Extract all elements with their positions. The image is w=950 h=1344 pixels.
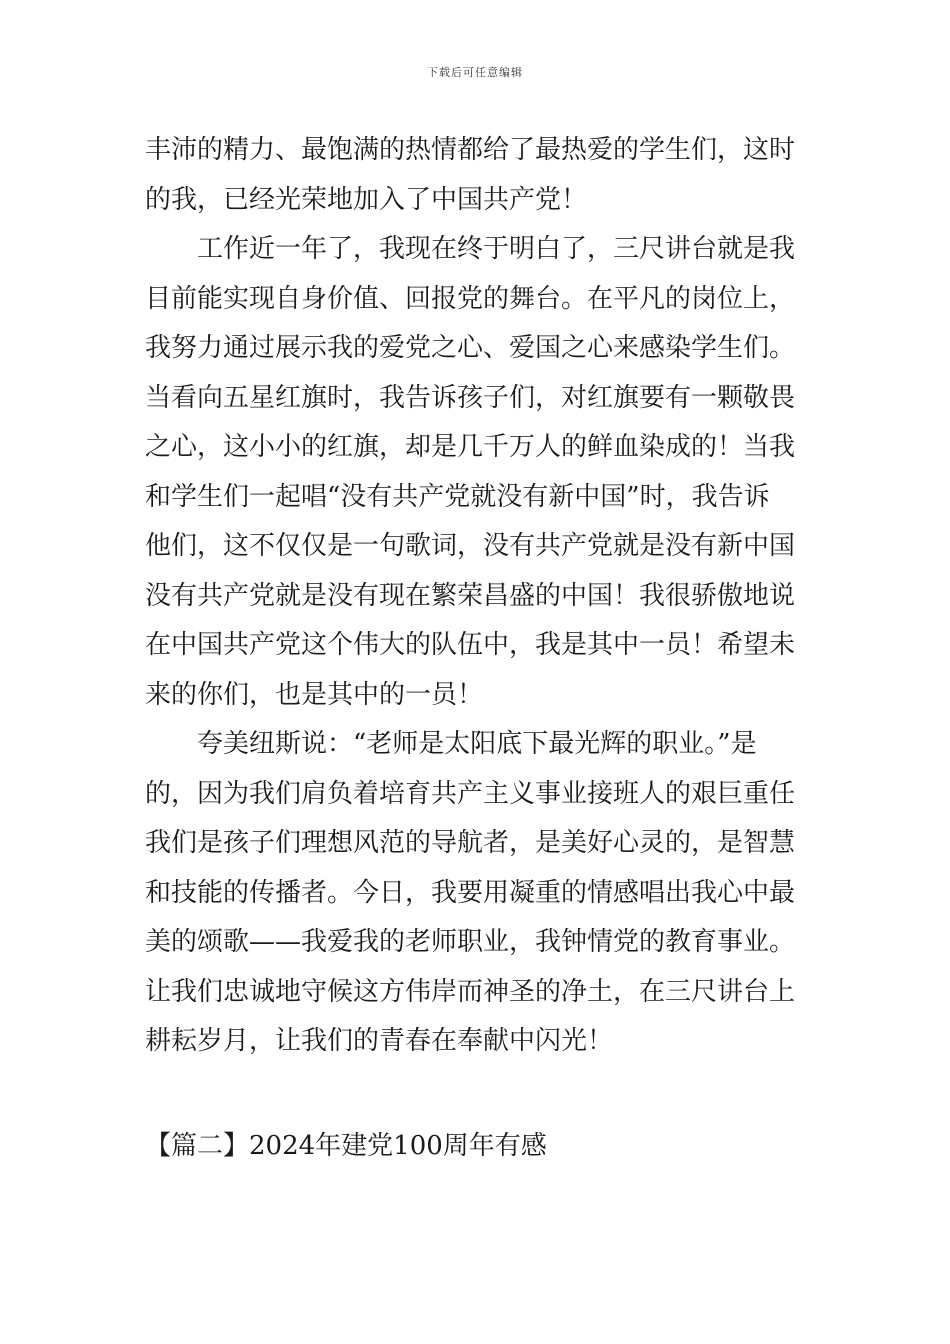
text-line: 在中国共产党这个伟大的队伍中，我是其中一员！希望未	[145, 630, 796, 660]
text-line: 的我，已经光荣地加入了中国共产党！	[145, 184, 588, 215]
text-line: 美的颂歌——我爱我的老师职业，我钟情党的教育事业。	[145, 927, 796, 957]
text-line: 之心，这小小的红旗，却是几千万人的鲜血染成的！当我	[145, 432, 796, 462]
text-line: 和学生们一起唱“没有共产党就没有新中国”时，我告诉	[145, 481, 770, 512]
text-line: 的，因为我们肩负着培育共产主义事业接班人的艰巨重任	[145, 778, 796, 809]
paragraph-3	[145, 720, 807, 1067]
text-line: 和技能的传播者。今日，我要用凝重的情感唱出我心中最	[145, 877, 796, 908]
paragraph-1	[145, 126, 807, 225]
text-line: 丰沛的精力、最饱满的热情都给了最热爱的学生们，这时	[145, 135, 796, 165]
section-heading: 【篇二】2024年建党100周年有感	[145, 1131, 547, 1161]
text-line: 没有共产党就是没有现在繁荣昌盛的中国！我很骄傲地说	[145, 580, 796, 611]
text-line: 目前能实现自身价值、回报党的舞台。在平凡的岗位上，	[145, 283, 796, 314]
header-note: 下载后可任意编辑	[427, 66, 523, 79]
text-line: 我努力通过展示我的爱党之心、爱国之心来感染学生们。	[145, 333, 796, 363]
text-line: 工作近一年了，我现在终于明白了，三尺讲台就是我	[145, 234, 796, 264]
text-line: 我们是孩子们理想风范的导航者，是美好心灵的，是智慧	[145, 828, 796, 858]
text-line: 当看向五星红旗时，我告诉孩子们，对红旗要有一颗敬畏	[145, 382, 796, 413]
text-line: 让我们忠诚地守候这方伟岸而神圣的净土，在三尺讲台上	[145, 976, 796, 1007]
text-line: 来的你们，也是其中的一员！	[145, 679, 484, 710]
text-line: 耕耘岁月，让我们的青春在奉献中闪光！	[145, 1026, 614, 1056]
text-line: 夸美纽斯说：“老师是太阳底下最光辉的职业。”是	[145, 729, 757, 759]
text-line: 他们，这不仅仅是一句歌词，没有共产党就是没有新中国	[145, 531, 796, 561]
paragraph-2	[145, 225, 807, 720]
